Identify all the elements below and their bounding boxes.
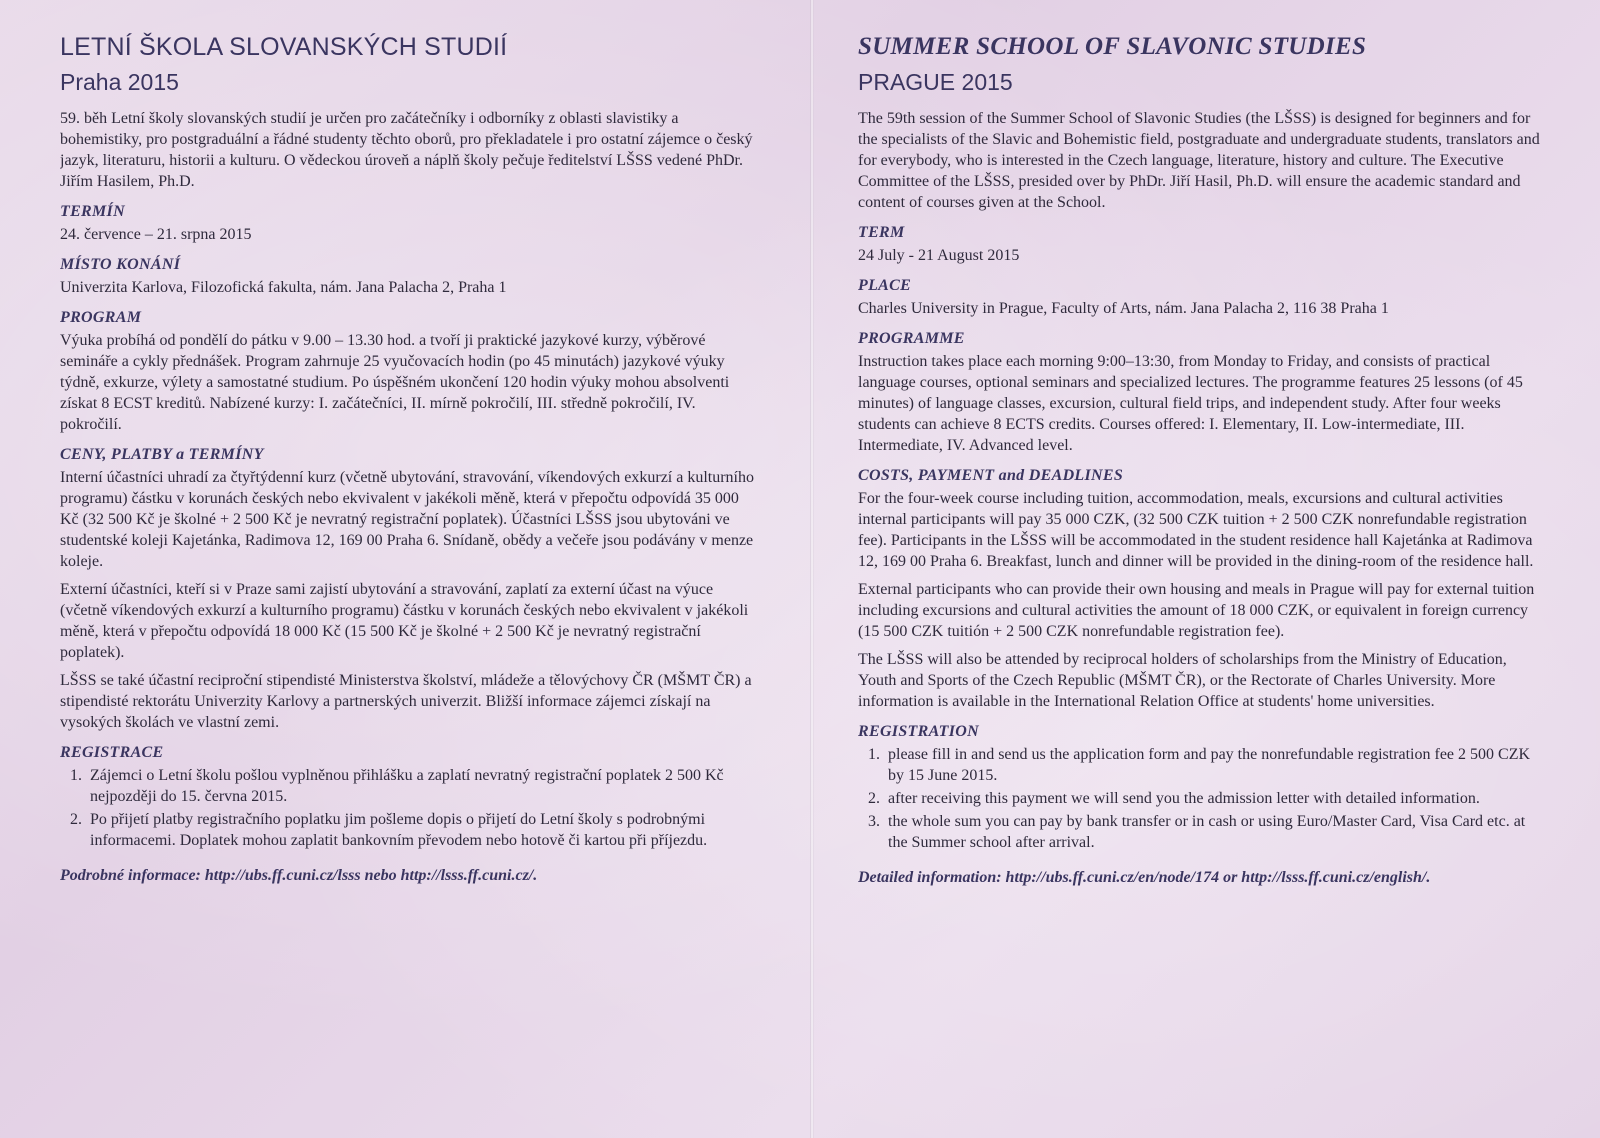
- intro-paragraph: 59. běh Letní školy slovanských studií je určen pro začátečníky i odborníky z oblasti slavistiky a bohemistiky, pro postgraduální a řádné studenty těchto oborů, pro překladatele i pro ostatní zájemce o český jazyk, literaturu, historii a kulturu. O vědeckou úroveň a náplň školy pečuje ředitelství LŠSS vedené PhDr. Jiřím Hasilem, Ph.D.: [60, 110, 753, 190]
- english-page: [858, 22, 1548, 1112]
- term-heading: TERM: [858, 224, 905, 241]
- list-item: 1. Zájemci o Letní školu pošlou vyplněnou přihlášku a zaplatí nevratný registrační poplatek 2 500 Kč nejpozději do 15. června 2015.: [86, 765, 760, 807]
- page-title: LETNÍ ŠKOLA SLOVANSKÝCH STUDIÍ: [60, 33, 508, 61]
- term-text: 24 July - 21 August 2015: [858, 247, 1020, 264]
- registration-heading: REGISTRATION: [858, 723, 979, 740]
- program-heading: PROGRAMME: [858, 330, 965, 347]
- program-text: Výuka probíhá od pondělí do pátku v 9.00 – 13.30 hod. a tvoří ji praktické jazykové kurzy, výběrové semináře a cykly přednášek. Program zahrnuje 25 vyučovacích hodin (po 45 minutách) jazykové výuky týdně, exkurze, výlety a samostatné studium. Po úspěšném ukončení 120 hodin výuky mohou absolventi získat 8 ECST kreditů. Nabízené kurzy: I. začátečníci, II. mírně pokročilí, III. středně pokročilí, IV. pokročilí.: [60, 332, 730, 433]
- intro-paragraph: The 59th session of the Summer School of Slavonic Studies (the LŠSS) is designed for beginners and for the specialists of the Slavic and Bohemistic field, postgraduate and undergraduate students, translators and for everybody, who is interested in the Czech language, literature, history and culture. The Executive Committee of the LŠSS, presided over by PhDr. Jiří Hasil, Ph.D. will ensure the academic standard and content of courses given at the School.: [858, 110, 1540, 211]
- info-footer: Podrobné informace: http://ubs.ff.cuni.cz/lsss nebo http://lsss.ff.cuni.cz/.: [60, 867, 538, 884]
- list-item: 2. after receiving this payment we will send you the admission letter with detailed information.: [884, 788, 1548, 809]
- page-subtitle: Praha 2015: [60, 69, 179, 95]
- registration-heading: REGISTRACE: [60, 744, 164, 761]
- program-heading: PROGRAM: [60, 309, 142, 326]
- page-fold: [810, 0, 814, 1138]
- list-item: 2. Po přijetí platby registračního poplatku jim pošleme dopis o přijetí do Letní školy s podrobnými informacemi. Doplatek mohou zaplatit bankovním převodem nebo hotově či kartou při příjezdu.: [86, 809, 760, 851]
- costs-external: Externí účastníci, kteří si v Praze sami zajistí ubytování a stravování, zaplatí za externí účast na výuce (včetně víkendových exkurzí a kulturního programu) částku v korunách českých nebo ekvivalent v jakékoli měně, která v přepočtu odpovídá 18 000 Kč (15 500 Kč je školné + 2 500 Kč je nevratný registrační poplatek).: [60, 581, 749, 661]
- place-heading: PLACE: [858, 277, 912, 294]
- registration-list: [60, 765, 760, 851]
- costs-scholarship: The LŠSS will also be attended by reciprocal holders of scholarships from the Ministry of Education, Youth and Sports of the Czech Republic (MŠMT ČR), or the Rectorate of Charles University. More information is available in the International Relation Office at students' home universities.: [858, 651, 1507, 710]
- term-text: 24. července – 21. srpna 2015: [60, 226, 252, 243]
- page-subtitle: PRAGUE 2015: [858, 69, 1013, 95]
- list-item: 1. please fill in and send us the application form and pay the nonrefundable registration fee 2 500 CZK by 15 June 2015.: [884, 744, 1548, 786]
- costs-scholarship: LŠSS se také účastní reciproční stipendisté Ministerstva školství, mládeže a tělovýchovy ČR (MŠMT ČR) a stipendisté rektorátu Univerzity Karlovy a partnerských univerzit. Bližší informace zájemci získají na vysokých školách ve vlastní zemi.: [60, 672, 752, 731]
- czech-page: [60, 22, 760, 1112]
- page-title: SUMMER SCHOOL OF SLAVONIC STUDIES: [858, 33, 1367, 60]
- costs-external: External participants who can provide their own housing and meals in Prague will pay for external tuition including excursions and cultural activities the amount of 18 000 CZK, or equivalent in foreign currency (15 500 CZK tuitión + 2 500 CZK nonrefundable registration fee).: [858, 581, 1535, 640]
- info-footer: Detailed information: http://ubs.ff.cuni.cz/en/node/174 or http://lsss.ff.cuni.cz/english/.: [858, 869, 1431, 886]
- program-text: Instruction takes place each morning 9:00–13:30, from Monday to Friday, and consists of practical language courses, optional seminars and specialized lectures. The programme features 25 lessons (of 45 minutes) of language classes, excursion, cultural field trips, and independent study. After four weeks students can achieve 8 ECTS credits. Courses offered: I. Elementary, II. Low-intermediate, III. Intermediate, IV. Advanced level.: [858, 353, 1523, 454]
- place-text: Univerzita Karlova, Filozofická fakulta, nám. Jana Palacha 2, Praha 1: [60, 279, 507, 296]
- list-item: 3. the whole sum you can pay by bank transfer or in cash or using Euro/Master Card, Visa Card etc. at the Summer school after arrival.: [884, 811, 1548, 853]
- costs-internal: For the four-week course including tuition, accommodation, meals, excursions and cultural activities internal participants will pay 35 000 CZK, (32 500 CZK tuition + 2 500 CZK nonrefundable registration fee). Participants in the LŠSS will be accommodated in the student residence hall Kajetánka at Radimova 12, 169 00 Praha 6. Breakfast, lunch and dinner will be provided in the dining-room of the residence hall.: [858, 490, 1534, 570]
- term-heading: TERMÍN: [60, 203, 125, 220]
- place-text: Charles University in Prague, Faculty of Arts, nám. Jana Palacha 2, 116 38 Praha 1: [858, 300, 1389, 317]
- costs-heading: CENY, PLATBY a TERMÍNY: [60, 446, 264, 463]
- costs-heading: COSTS, PAYMENT and DEADLINES: [858, 467, 1124, 484]
- place-heading: MÍSTO KONÁNÍ: [60, 256, 181, 273]
- registration-list: [858, 744, 1548, 853]
- costs-internal: Interní účastníci uhradí za čtyřtýdenní kurz (včetně ubytování, stravování, víkendových exkurzí a kulturního programu) částku v korunách českých nebo ekvivalent v jakékoli měně, která v přepočtu odpovídá 35 000 Kč (32 500 Kč je školné + 2 500 Kč je nevratný registrační poplatek). Účastníci LŠSS jsou ubytováni ve studentské koleji Kajetánka, Radimova 12, 169 00 Praha 6. Snídaně, obědy a večeře jsou podávány v menze koleje.: [60, 469, 754, 570]
